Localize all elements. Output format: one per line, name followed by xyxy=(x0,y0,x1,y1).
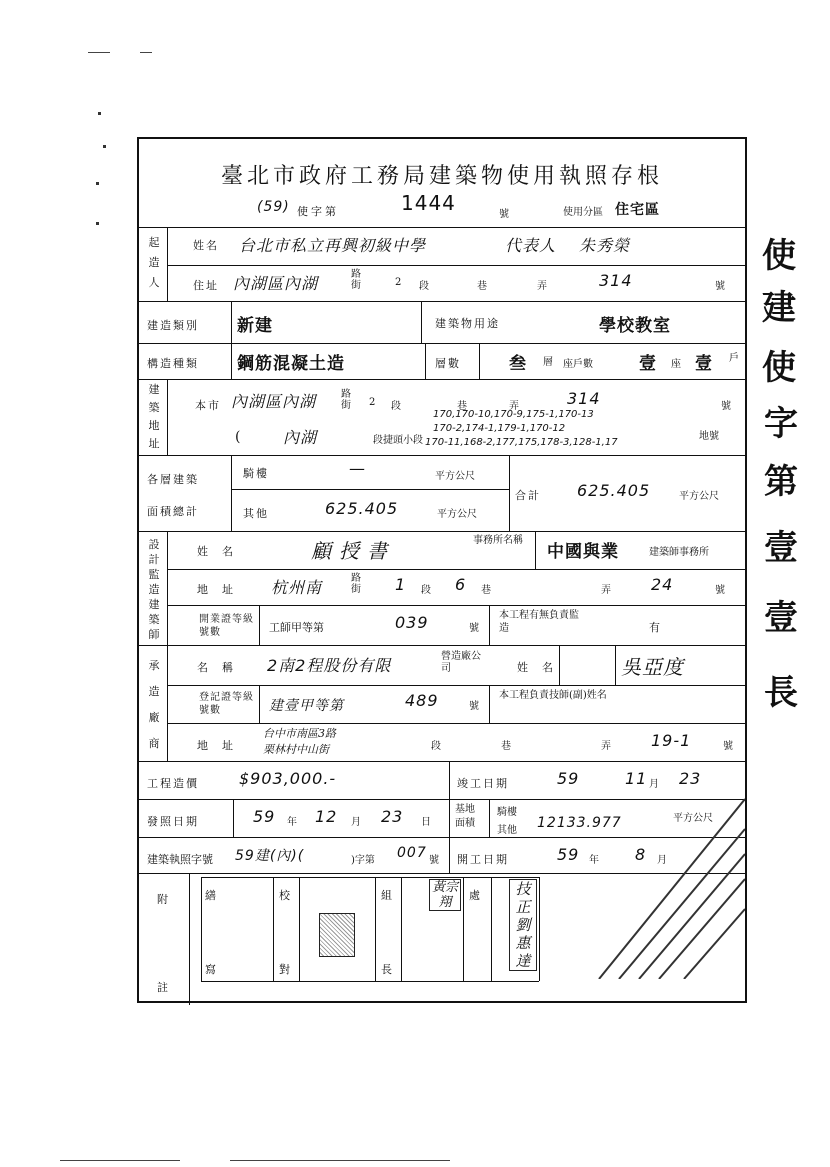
notes-label-bottom: 註 xyxy=(157,981,170,994)
seal-stamp xyxy=(319,913,355,957)
col-divider xyxy=(615,645,616,685)
start-month: 8 xyxy=(635,845,647,864)
reg-number: 489 xyxy=(405,691,439,710)
contractor-name-label: 名稱 xyxy=(197,661,247,674)
site-road-label: 路街 xyxy=(341,389,351,411)
col-divider xyxy=(491,877,492,981)
architect-section-label: 設 計 監 造 建 築 師 xyxy=(148,538,160,641)
architect-lane-label: 巷 xyxy=(481,585,491,596)
zone-value: 住宅區 xyxy=(615,202,660,218)
applicant-name: 台北市私立再興初級中學 xyxy=(239,236,427,255)
license-year: (59) xyxy=(257,199,290,215)
col-divider xyxy=(401,877,402,981)
site-unit: 平方公尺 xyxy=(673,813,713,824)
col-divider xyxy=(489,799,490,837)
license-number: 1444 xyxy=(401,191,456,215)
row-divider xyxy=(139,227,745,228)
floors-label: 層數 xyxy=(435,357,461,370)
col-divider xyxy=(375,877,376,981)
start-year-unit: 年 xyxy=(589,855,599,866)
contractor-alley-label: 弄 xyxy=(601,741,611,752)
arcade-label: 騎樓 xyxy=(243,467,269,480)
start-month-unit: 月 xyxy=(657,855,667,866)
structure-value: 鋼筋混凝土造 xyxy=(237,354,345,374)
col-divider xyxy=(479,343,480,379)
col-divider xyxy=(489,605,490,645)
contractor-section-label: 承 造 廠 商 xyxy=(148,659,160,750)
license-form xyxy=(137,137,747,1003)
supervise-label: 本工程有無負責監造 xyxy=(499,610,579,634)
contractor-lane-label: 巷 xyxy=(501,741,511,752)
scan-mark xyxy=(103,145,106,148)
cost-label: 工程造價 xyxy=(147,777,199,790)
floors-value: 叁 xyxy=(509,354,527,374)
col-divider xyxy=(463,877,464,981)
architect-address-road: 杭州南 xyxy=(271,578,323,597)
row-divider xyxy=(231,489,509,490)
lot-area: 內湖 xyxy=(283,428,318,447)
license-value: 工師甲等第 xyxy=(269,621,324,634)
use-value: 學校教室 xyxy=(599,316,671,336)
applicant-rep-label: 代表人 xyxy=(505,236,557,255)
start-year: 59 xyxy=(557,845,580,864)
contractor-section-label: 段 xyxy=(431,741,441,752)
structure-label: 構造種類 xyxy=(147,357,199,370)
site-alley-label: 弄 xyxy=(509,401,519,412)
license-word: 使字第 xyxy=(297,205,339,218)
applicant-address-label: 住址 xyxy=(193,279,219,292)
architect-section: 1 xyxy=(395,575,407,594)
number-label: 號 xyxy=(715,281,725,292)
row-divider xyxy=(167,685,745,686)
issue-month: 12 xyxy=(315,807,338,826)
architect-name: 顧授書 xyxy=(311,539,395,563)
site-number: 314 xyxy=(567,389,601,408)
road-label: 路街 xyxy=(351,269,361,291)
units-value-2: 壹 xyxy=(695,354,713,374)
contractor-person-label: 姓名 xyxy=(517,661,567,674)
section-label: 段 xyxy=(419,281,429,292)
applicant-address-district: 內湖區內湖 xyxy=(233,274,319,293)
margin-char: 第 xyxy=(764,462,798,502)
office-value: 中國與業 xyxy=(547,542,619,562)
director-label: 處 xyxy=(469,889,482,902)
margin-char: 使 xyxy=(762,236,796,276)
lot-line-1: 170,170-10,170-9,175-1,170-13 xyxy=(433,409,594,420)
total-value: 625.405 xyxy=(577,481,651,500)
row-divider xyxy=(139,455,745,456)
alley-label: 弄 xyxy=(537,281,547,292)
margin-char: 長 xyxy=(764,673,798,713)
type-value: 新建 xyxy=(237,316,273,336)
row-divider xyxy=(139,343,745,344)
architect-number-label: 號 xyxy=(715,585,725,596)
lot-label: 地號 xyxy=(699,431,719,442)
site-other-value: 12133.977 xyxy=(537,815,622,831)
floors-unit: 層 xyxy=(543,357,553,368)
other-value: 625.405 xyxy=(325,499,399,518)
contractor-person: 吳亞度 xyxy=(621,655,684,679)
copy-label-top: 繕 xyxy=(205,889,218,902)
row-divider xyxy=(139,301,745,302)
row-divider xyxy=(201,877,539,878)
issue-label: 發照日期 xyxy=(147,815,199,828)
col-divider xyxy=(489,685,490,723)
site-section-label-text: 段 xyxy=(391,401,401,412)
office-label: 事務所名稱 xyxy=(473,535,523,546)
type-label: 建造類別 xyxy=(147,319,199,332)
use-label: 建築物用途 xyxy=(435,317,500,330)
col-divider xyxy=(449,837,450,873)
col-divider xyxy=(259,685,260,723)
col-divider xyxy=(273,877,274,981)
col-divider xyxy=(449,799,450,837)
issue-month-unit: 月 xyxy=(351,817,361,828)
site-section-label: 建 築 地 址 xyxy=(148,383,160,450)
lane-label: 巷 xyxy=(477,281,487,292)
units-value-1: 壹 xyxy=(639,354,657,374)
scan-mark xyxy=(98,112,101,115)
contractor-name: 2南2程股份有限 xyxy=(267,656,392,675)
scan-mark xyxy=(96,222,99,225)
lot-line-3: 170-11,168-2,177,175,178-3,128-1,17 xyxy=(425,437,618,448)
scan-mark xyxy=(60,1160,180,1161)
architect-name-label: 姓名 xyxy=(197,545,247,558)
margin-char: 建 xyxy=(762,288,796,328)
lot-line-2: 170-2,174-1,179-1,170-12 xyxy=(433,423,566,434)
completion-month: 11 xyxy=(625,769,648,788)
completion-label: 竣工日期 xyxy=(457,777,509,790)
applicant-section-label: 起 造 人 xyxy=(148,236,160,289)
section-number: 2 xyxy=(395,277,402,288)
license-number-value: 039 xyxy=(395,613,429,632)
permit-suffix: 號 xyxy=(429,855,439,866)
row-divider xyxy=(139,531,745,532)
lot-subsection: 段捷頭小段 xyxy=(373,435,423,446)
office-suffix: 建築師事務所 xyxy=(649,547,709,558)
permit-number: 007 xyxy=(397,845,427,861)
col-divider xyxy=(189,873,190,1005)
permit-word: )字第 xyxy=(351,855,375,866)
total-label: 合計 xyxy=(515,489,541,502)
cost-value: $903,000.- xyxy=(239,769,337,788)
col-divider xyxy=(425,343,426,379)
margin-char: 壹 xyxy=(764,598,798,638)
permit-label: 建築執照字號 xyxy=(147,853,213,866)
col-divider xyxy=(539,877,540,981)
issue-day: 23 xyxy=(381,807,404,826)
architect-road-label: 路街 xyxy=(351,573,361,595)
col-divider xyxy=(259,605,260,645)
issue-day-unit: 日 xyxy=(421,817,431,828)
row-divider xyxy=(139,645,745,646)
contractor-address-2: 栗林村中山街 xyxy=(263,743,329,756)
contractor-address-1: 台中市南區3路 xyxy=(263,727,336,740)
col-divider xyxy=(233,799,234,837)
reg-suffix: 號 xyxy=(469,701,479,712)
margin-char: 壹 xyxy=(764,528,798,568)
col-divider xyxy=(167,227,168,301)
copy-label-bottom: 寫 xyxy=(205,963,218,976)
check-label-bottom: 對 xyxy=(279,963,292,976)
architect-section-label: 段 xyxy=(421,585,431,596)
issue-year: 59 xyxy=(253,807,276,826)
contractor-number: 19-1 xyxy=(651,731,692,750)
chief-label-top: 組 xyxy=(381,889,394,902)
site-district: 內湖區內湖 xyxy=(231,392,317,411)
reg-label: 登記證等級號數 xyxy=(199,692,254,716)
site-section: 2 xyxy=(369,397,376,408)
architect-number: 24 xyxy=(651,575,674,594)
permit-value: 59建(內)( xyxy=(235,848,305,864)
issue-year-unit: 年 xyxy=(287,817,297,828)
completion-day: 23 xyxy=(679,769,702,788)
zone-label: 使用分區 xyxy=(563,207,603,218)
margin-char: 使 xyxy=(762,348,796,388)
architect-address-label: 地址 xyxy=(197,583,247,596)
diagonal-stamp-overlay xyxy=(559,739,745,979)
site-arcade-label: 騎樓 xyxy=(497,807,517,818)
contractor-number-label: 號 xyxy=(723,741,733,752)
units-seat: 座 xyxy=(671,359,681,370)
scan-mark xyxy=(96,182,99,185)
chief-label-bottom: 長 xyxy=(381,963,394,976)
architect-alley-label: 弄 xyxy=(601,585,611,596)
col-divider xyxy=(449,761,450,799)
stamp-director: 技正劉惠達 xyxy=(509,879,537,971)
arcade-value: — xyxy=(349,459,366,478)
supervise-value: 有 xyxy=(649,621,660,634)
license-label: 開業證等級號數 xyxy=(199,614,254,638)
row-divider xyxy=(167,569,745,570)
area-label-2: 面積總計 xyxy=(147,505,199,518)
row-divider xyxy=(167,723,745,724)
applicant-rep: 朱秀榮 xyxy=(579,236,631,255)
check-label-top: 校 xyxy=(279,889,292,902)
col-divider xyxy=(535,531,536,569)
scan-mark xyxy=(230,1160,450,1161)
notes-label-top: 附 xyxy=(157,893,170,906)
other-label: 其他 xyxy=(243,507,269,520)
row-divider xyxy=(139,379,745,380)
applicant-address-number: 314 xyxy=(599,271,633,290)
contractor-company-label: 營造廠公司 xyxy=(441,651,481,674)
license-number-suffix: 號 xyxy=(469,623,479,634)
contractor-address-label: 地址 xyxy=(197,739,247,752)
col-divider xyxy=(509,455,510,531)
site-lane-label: 巷 xyxy=(457,401,467,412)
row-divider xyxy=(167,265,745,266)
margin-char: 字 xyxy=(764,404,798,444)
col-divider xyxy=(167,531,168,761)
site-number-label: 號 xyxy=(721,401,731,412)
site-city: 本市 xyxy=(195,399,221,412)
col-divider xyxy=(231,455,232,531)
lot-open: ( xyxy=(235,429,241,445)
engineer-label: 本工程負責技師(副)姓名 xyxy=(499,690,607,701)
units-label: 座戶數 xyxy=(563,359,593,370)
scan-mark xyxy=(140,52,152,53)
total-unit: 平方公尺 xyxy=(679,491,719,502)
applicant-name-label: 姓名 xyxy=(193,239,219,252)
license-suffix: 號 xyxy=(499,209,509,220)
completion-month-unit: 月 xyxy=(649,779,659,790)
area-label-1: 各層建築 xyxy=(147,473,199,486)
other-unit: 平方公尺 xyxy=(437,509,477,520)
form-title: 臺北市政府工務局建築物使用執照存根 xyxy=(220,164,663,189)
completion-year: 59 xyxy=(557,769,580,788)
reg-value: 建壹甲等第 xyxy=(269,698,344,714)
start-label: 開工日期 xyxy=(457,853,509,866)
col-divider xyxy=(231,301,232,379)
site-other-label: 其他 xyxy=(497,825,517,836)
scan-mark xyxy=(88,52,110,53)
units-household: 戶 xyxy=(729,353,739,364)
architect-lane: 6 xyxy=(455,575,467,594)
stamp-chief: 黃宗翔 xyxy=(429,879,461,911)
site-area-label: 基地面積 xyxy=(455,804,475,829)
col-divider xyxy=(201,877,202,981)
col-divider xyxy=(299,877,300,981)
row-divider xyxy=(167,605,745,606)
col-divider xyxy=(421,301,422,343)
row-divider xyxy=(201,981,539,982)
arcade-unit: 平方公尺 xyxy=(435,471,475,482)
col-divider xyxy=(167,379,168,455)
